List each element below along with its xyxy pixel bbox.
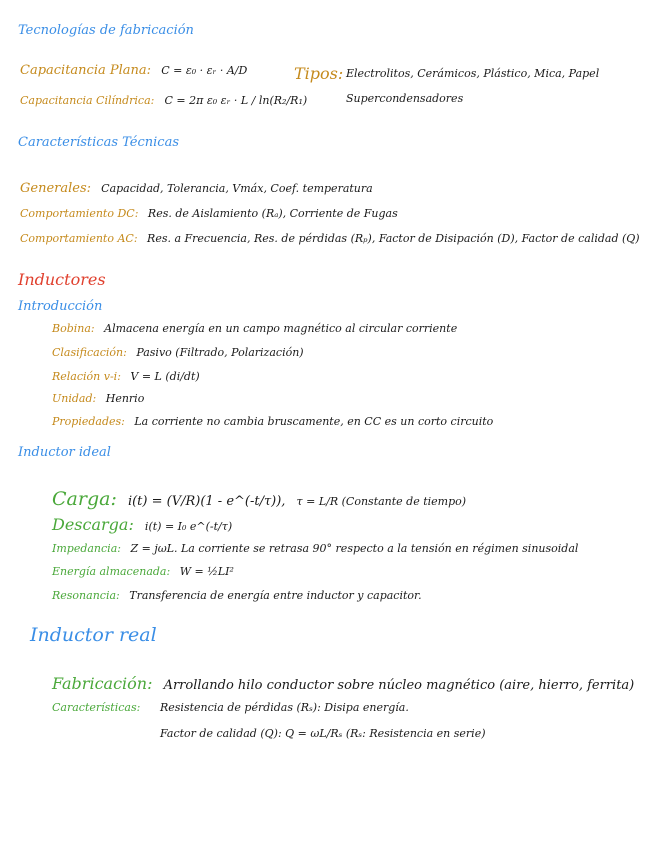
resonancia-text: Transferencia de energía entre inductor y capacitor.: [129, 589, 422, 602]
real-caracteristicas-line1: Resistencia de pérdidas (Rₛ): Disipa energía.: [160, 701, 409, 714]
unidad-row: [52, 393, 144, 404]
ac-label: Comportamiento AC:: [20, 232, 138, 245]
ac-row: [20, 233, 640, 244]
real-caracteristicas-label: Características:: [52, 701, 141, 714]
plano-formula: C = ε₀ · εᵣ · A/D: [161, 64, 248, 77]
resonancia-row: [52, 590, 422, 601]
plano-row: [20, 64, 247, 77]
ac-text: Res. a Frecuencia, Res. de pérdidas (Rₚ), Factor de Disipación (D), Factor de calidad (Q): [147, 232, 640, 245]
resonancia-label: Resonancia:: [52, 589, 120, 602]
inductor-real-title: Inductor real: [30, 624, 157, 646]
fabrication-title: Tecnologías de fabricación: [18, 23, 194, 38]
propiedades-text: La corriente no cambia bruscamente, en CC es un corto circuito: [134, 415, 494, 428]
fabricacion-label: Fabricación:: [52, 674, 153, 693]
relacion-text: V = L (di/dt): [130, 370, 200, 383]
caracteristicas-title: Características Técnicas: [18, 135, 179, 150]
cilindrico-label: Capacitancia Cilíndrica:: [20, 94, 155, 107]
bobina-label: Bobina:: [52, 322, 95, 335]
impedancia-text: Z = jωL. La corriente se retrasa 90° respecto a la tensión en régimen sinusoidal: [130, 542, 579, 555]
generales-label: Generales:: [20, 181, 92, 196]
unidad-label: Unidad:: [52, 392, 97, 405]
bobina-row: [52, 323, 457, 334]
tipos-label: Tipos:: [294, 64, 344, 83]
bobina-text: Almacena energía en un campo magnético al circular corriente: [104, 322, 458, 335]
propiedades-row: [52, 416, 493, 427]
dc-label: Comportamiento DC:: [20, 207, 139, 220]
relacion-row: [52, 371, 200, 382]
carga-label: Carga:: [52, 488, 117, 510]
energia-text: W = ½LI²: [179, 565, 234, 578]
generales-row: [20, 182, 373, 195]
cilindrico-formula: C = 2π ε₀ εᵣ · L / ln(R₂/R₁): [164, 94, 308, 107]
propiedades-label: Propiedades:: [52, 415, 125, 428]
impedancia-label: Impedancia:: [52, 542, 121, 555]
inductor-ideal-title: Inductor ideal: [18, 445, 111, 460]
plano-label: Capacitancia Plana:: [20, 63, 152, 78]
dc-text: Res. de Aislamiento (Rₐ), Corriente de Fugas: [147, 207, 398, 220]
energia-row: [52, 566, 234, 577]
generales-text: Capacidad, Tolerancia, Vmáx, Coef. temperatura: [101, 182, 373, 195]
unidad-text: Henrio: [105, 392, 145, 405]
descarga-label: Descarga:: [52, 515, 134, 534]
carga-row: [52, 490, 466, 509]
descarga-row: [52, 517, 232, 533]
clasificacion-label: Clasificación:: [52, 346, 127, 359]
tipos-line2: Supercondensadores: [346, 92, 464, 105]
fabricacion-text: Arrollando hilo conductor sobre núcleo magnético (aire, hierro, ferrita): [163, 678, 635, 693]
clasificacion-row: [52, 347, 304, 358]
dc-row: [20, 208, 398, 219]
carga-tau: τ = L/R (Constante de tiempo): [296, 495, 467, 508]
cilindrico-row: [20, 94, 307, 107]
inductores-title: Inductores: [18, 270, 106, 289]
introduccion-title: Introducción: [18, 299, 103, 314]
relacion-label: Relación v-i:: [52, 370, 121, 383]
energia-label: Energía almacenada:: [52, 565, 171, 578]
impedancia-row: [52, 543, 578, 554]
fabricacion-row: [52, 676, 634, 692]
descarga-formula: i(t) = I₀ e^(-t/τ): [144, 520, 233, 533]
carga-formula: i(t) = (V/R)(1 - e^(-t/τ)),: [127, 494, 286, 509]
clasificacion-text: Pasivo (Filtrado, Polarización): [136, 346, 304, 359]
tipos-line1: Electrolitos, Cerámicos, Plástico, Mica, Papel: [346, 67, 600, 80]
real-caracteristicas-line2: Factor de calidad (Q): Q = ωL/Rₛ (Rₛ: Resistencia en serie): [160, 727, 486, 740]
